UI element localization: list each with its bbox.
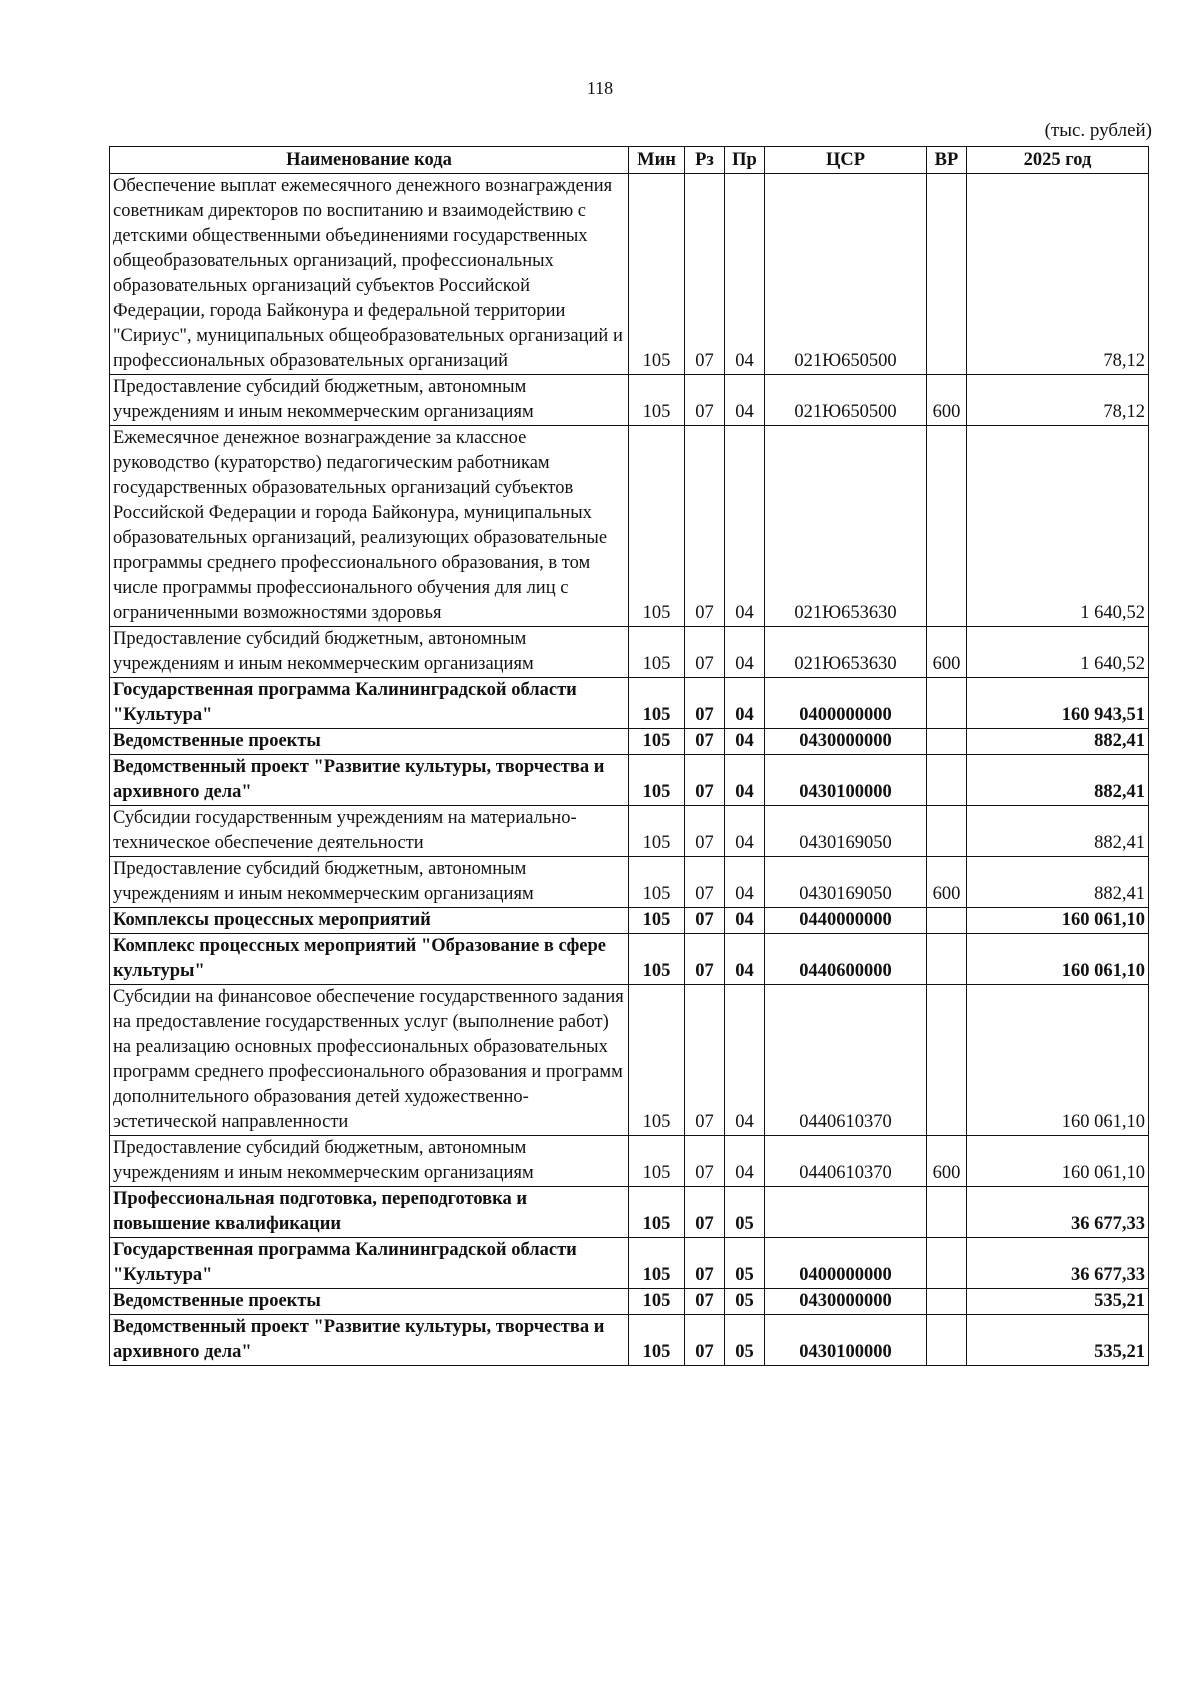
cell-vr: 600 [927,857,967,908]
cell-rz: 07 [685,729,725,755]
table-row [110,857,1149,908]
cell-vr: 600 [927,1136,967,1187]
cell-rz: 07 [685,985,725,1136]
cell-name: Государственная программа Калининградской области "Культура" [110,1238,629,1289]
cell-csr: 0440600000 [765,934,927,985]
cell-name: Предоставление субсидий бюджетным, автономным учреждениям и иным некоммерческим организациям [110,627,629,678]
cell-csr: 021Ю653630 [765,627,927,678]
cell-amount: 160 943,51 [967,678,1149,729]
cell-csr: 0430000000 [765,729,927,755]
cell-min: 105 [629,729,685,755]
cell-name: Ведомственные проекты [110,1289,629,1315]
cell-csr: 021Ю650500 [765,375,927,426]
header-year: 2025 год [967,147,1149,174]
cell-name: Комплексы процессных мероприятий [110,908,629,934]
table-row [110,1136,1149,1187]
cell-rz: 07 [685,934,725,985]
cell-pr: 05 [725,1289,765,1315]
cell-vr [927,1187,967,1238]
cell-pr: 04 [725,755,765,806]
cell-csr: 0430100000 [765,1315,927,1366]
cell-min: 105 [629,375,685,426]
cell-amount: 78,12 [967,174,1149,375]
cell-min: 105 [629,857,685,908]
cell-name: Государственная программа Калининградской области "Культура" [110,678,629,729]
cell-csr: 0440000000 [765,908,927,934]
cell-amount: 160 061,10 [967,1136,1149,1187]
cell-min: 105 [629,934,685,985]
cell-rz: 07 [685,755,725,806]
table-row [110,678,1149,729]
cell-rz: 07 [685,1238,725,1289]
cell-amount: 36 677,33 [967,1187,1149,1238]
cell-pr: 04 [725,985,765,1136]
cell-amount: 882,41 [967,857,1149,908]
cell-vr [927,174,967,375]
cell-vr [927,755,967,806]
budget-table [109,146,1149,1366]
cell-amount: 160 061,10 [967,934,1149,985]
table-row [110,985,1149,1136]
cell-csr: 0430000000 [765,1289,927,1315]
cell-rz: 07 [685,678,725,729]
cell-csr: 0430169050 [765,857,927,908]
table-row [110,1315,1149,1366]
header-vr: ВР [927,147,967,174]
cell-csr: 0430100000 [765,755,927,806]
cell-min: 105 [629,755,685,806]
cell-name: Субсидии на финансовое обеспечение государственного задания на предоставление государственных услуг (выполнение работ) на реализацию основных профессиональных образовательных программ среднего профессионального образования и программ дополнительного образования детей художественно-эстетической направленности [110,985,629,1136]
cell-name: Ежемесячное денежное вознаграждение за классное руководство (кураторство) педагогическим работникам государственных образовательных организаций субъектов Российской Федерации и города Байконура, муниципальных образовательных организаций, реализующих образовательные программы среднего профессионального образования, в том числе программы профессионального обучения для лиц с ограниченными возможностями здоровья [110,426,629,627]
cell-rz: 07 [685,857,725,908]
table-body [110,174,1149,1366]
cell-pr: 04 [725,627,765,678]
cell-csr: 0440610370 [765,985,927,1136]
cell-vr [927,806,967,857]
cell-name: Предоставление субсидий бюджетным, автономным учреждениям и иным некоммерческим организациям [110,857,629,908]
header-pr: Пр [725,147,765,174]
header-min: Мин [629,147,685,174]
cell-amount: 882,41 [967,755,1149,806]
page-number: 118 [586,78,614,98]
header-rz: Рз [685,147,725,174]
cell-rz: 07 [685,174,725,375]
cell-amount: 78,12 [967,375,1149,426]
table-row [110,1289,1149,1315]
cell-rz: 07 [685,1289,725,1315]
cell-csr: 0400000000 [765,678,927,729]
table-row [110,934,1149,985]
cell-name: Обеспечение выплат ежемесячного денежного вознаграждения советникам директоров по воспитанию и взаимодействию с детскими общественными объединениями государственных общеобразовательных организаций, профессиональных образовательных организаций субъектов Российской Федерации, города Байконура и федеральной территории "Сириус", муниципальных общеобразовательных организаций и профессиональных образовательных организаций [110,174,629,375]
cell-min: 105 [629,627,685,678]
table-row [110,729,1149,755]
cell-amount: 535,21 [967,1315,1149,1366]
cell-name: Комплекс процессных мероприятий "Образование в сфере культуры" [110,934,629,985]
cell-amount: 1 640,52 [967,426,1149,627]
header-name: Наименование кода [110,147,629,174]
cell-vr [927,1315,967,1366]
table-row [110,426,1149,627]
cell-vr [927,1238,967,1289]
cell-min: 105 [629,908,685,934]
cell-amount: 1 640,52 [967,627,1149,678]
table-row [110,174,1149,375]
cell-pr: 04 [725,375,765,426]
cell-name: Предоставление субсидий бюджетным, автономным учреждениям и иным некоммерческим организациям [110,1136,629,1187]
cell-pr: 04 [725,806,765,857]
cell-pr: 04 [725,908,765,934]
cell-name: Ведомственный проект "Развитие культуры, творчества и архивного дела" [110,755,629,806]
cell-vr: 600 [927,375,967,426]
cell-csr: 0400000000 [765,1238,927,1289]
cell-amount: 160 061,10 [967,908,1149,934]
cell-vr [927,1289,967,1315]
cell-rz: 07 [685,375,725,426]
cell-min: 105 [629,1238,685,1289]
cell-min: 105 [629,678,685,729]
cell-csr: 0440610370 [765,1136,927,1187]
cell-pr: 05 [725,1238,765,1289]
cell-rz: 07 [685,908,725,934]
cell-csr [765,1187,927,1238]
cell-name: Ведомственный проект "Развитие культуры, творчества и архивного дела" [110,1315,629,1366]
table-row [110,806,1149,857]
cell-vr [927,678,967,729]
cell-rz: 07 [685,627,725,678]
cell-rz: 07 [685,1187,725,1238]
table-row [110,1238,1149,1289]
cell-rz: 07 [685,1315,725,1366]
cell-vr [927,729,967,755]
cell-pr: 04 [725,174,765,375]
cell-min: 105 [629,1187,685,1238]
cell-min: 105 [629,1136,685,1187]
cell-csr: 0430169050 [765,806,927,857]
table-row [110,627,1149,678]
cell-amount: 882,41 [967,729,1149,755]
cell-rz: 07 [685,1136,725,1187]
header-csr: ЦСР [765,147,927,174]
cell-amount: 882,41 [967,806,1149,857]
cell-vr [927,985,967,1136]
cell-name: Предоставление субсидий бюджетным, автономным учреждениям и иным некоммерческим организациям [110,375,629,426]
cell-min: 105 [629,806,685,857]
cell-amount: 535,21 [967,1289,1149,1315]
cell-pr: 04 [725,934,765,985]
cell-amount: 36 677,33 [967,1238,1149,1289]
cell-pr: 04 [725,1136,765,1187]
cell-pr: 04 [725,729,765,755]
cell-min: 105 [629,985,685,1136]
cell-name: Профессиональная подготовка, переподготовка и повышение квалификации [110,1187,629,1238]
cell-vr [927,908,967,934]
cell-amount: 160 061,10 [967,985,1149,1136]
table-row [110,375,1149,426]
table-header-row [110,147,1149,174]
cell-pr: 05 [725,1315,765,1366]
cell-csr: 021Ю653630 [765,426,927,627]
cell-pr: 04 [725,678,765,729]
cell-min: 105 [629,1289,685,1315]
cell-pr: 04 [725,426,765,627]
cell-name: Ведомственные проекты [110,729,629,755]
cell-csr: 021Ю650500 [765,174,927,375]
cell-rz: 07 [685,426,725,627]
cell-pr: 05 [725,1187,765,1238]
table-row [110,908,1149,934]
cell-rz: 07 [685,806,725,857]
cell-vr: 600 [927,627,967,678]
cell-pr: 04 [725,857,765,908]
units-note: (тыс. рублей) [1044,120,1152,141]
cell-min: 105 [629,174,685,375]
cell-min: 105 [629,426,685,627]
table-row [110,1187,1149,1238]
cell-vr [927,426,967,627]
table-row [110,755,1149,806]
cell-min: 105 [629,1315,685,1366]
cell-name: Субсидии государственным учреждениям на материально-техническое обеспечение деятельности [110,806,629,857]
cell-vr [927,934,967,985]
